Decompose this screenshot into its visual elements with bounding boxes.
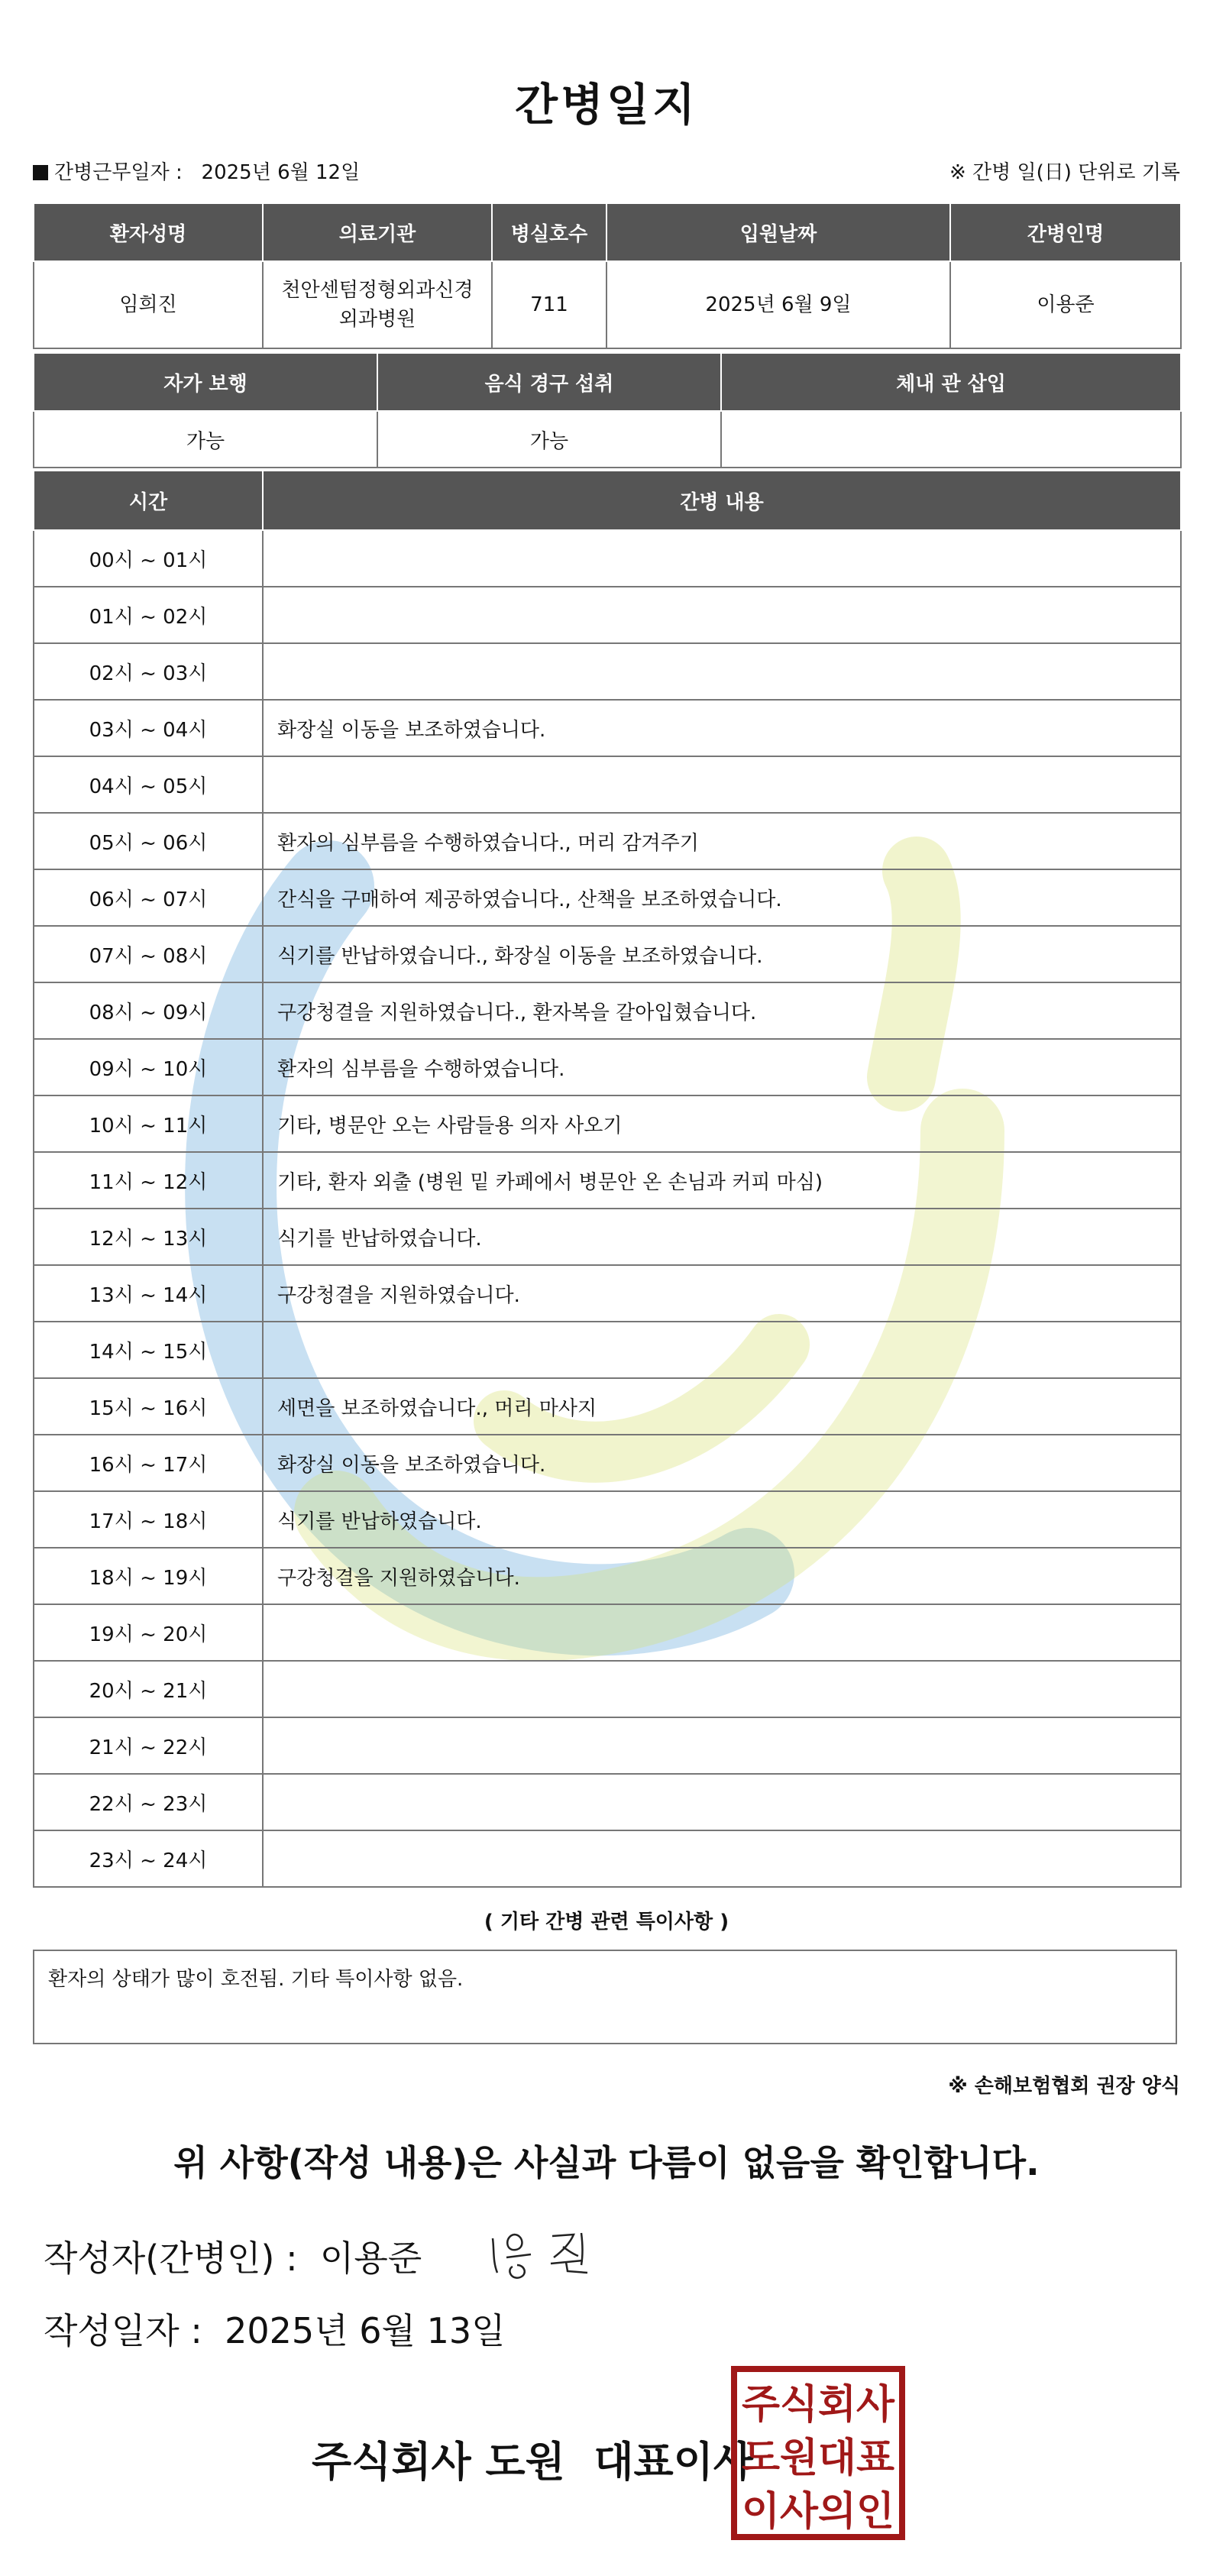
log-row: [34, 1830, 1181, 1887]
log-row: [34, 1435, 1181, 1491]
oral-intake-value: 가능: [377, 411, 721, 468]
log-row: [34, 1265, 1181, 1322]
patient-name: 임희진: [34, 261, 263, 348]
written-date-value: 2025년 6월 13일: [225, 2310, 506, 2351]
log-time: 16시 ~ 17시: [34, 1435, 263, 1491]
log-time: 13시 ~ 14시: [34, 1265, 263, 1322]
confirmation-statement: 위 사항(작성 내용)은 사실과 다름이 없음을 확인합니다.: [173, 2142, 1040, 2183]
log-content: 세면을 보조하였습니다., 머리 마사지: [263, 1378, 1181, 1435]
log-time: 06시 ~ 07시: [34, 869, 263, 926]
log-row: [34, 1095, 1181, 1152]
log-content: 식기를 반납하였습니다.: [263, 1209, 1181, 1265]
log-time: 09시 ~ 10시: [34, 1039, 263, 1095]
header-patient-name: 환자성명: [34, 204, 263, 261]
work-date: [33, 157, 360, 185]
written-date-label: 작성일자 :: [44, 2310, 202, 2351]
company-representative: 주식회사 도원 대표이사: [312, 2438, 754, 2486]
log-content: [263, 587, 1181, 643]
log-time: 15시 ~ 16시: [34, 1378, 263, 1435]
log-time: 18시 ~ 19시: [34, 1548, 263, 1604]
work-date-value: 2025년 6월 12일: [201, 161, 361, 184]
header-room: 병실호수: [492, 204, 606, 261]
log-row: [34, 1152, 1181, 1209]
log-row: [34, 1378, 1181, 1435]
notes-box: [33, 1950, 1177, 2044]
log-time: 22시 ~ 23시: [34, 1774, 263, 1830]
hospital-name: [263, 261, 492, 348]
log-row: [34, 1548, 1181, 1604]
meta-row: [33, 157, 1180, 187]
log-content: [263, 1830, 1181, 1887]
log-time: 08시 ~ 09시: [34, 982, 263, 1039]
written-date-line: [44, 2303, 506, 2354]
log-content: [263, 1774, 1181, 1830]
log-content: 식기를 반납하였습니다., 화장실 이동을 보조하였습니다.: [263, 926, 1181, 982]
header-care-content: 간병 내용: [263, 471, 1181, 530]
log-content: [263, 1661, 1181, 1717]
header-caregiver-name: 간병인명: [950, 204, 1181, 261]
care-log-table: [33, 471, 1182, 1888]
log-time: 10시 ~ 11시: [34, 1095, 263, 1152]
ability-table: [33, 354, 1182, 468]
log-content: 환자의 심부름을 수행하였습니다., 머리 감겨주기: [263, 813, 1181, 869]
log-time: 19시 ~ 20시: [34, 1604, 263, 1661]
log-row: [34, 1604, 1181, 1661]
log-content: 구강청결을 지원하였습니다.: [263, 1265, 1181, 1322]
log-time: 04시 ~ 05시: [34, 756, 263, 813]
log-content: 환자의 심부름을 수행하였습니다.: [263, 1039, 1181, 1095]
hospital-name-text: 천안센텀정형외과신경외과병원: [281, 279, 474, 331]
work-date-label: 간병근무일자 :: [54, 161, 183, 184]
document-title: 간병일지: [514, 79, 699, 131]
log-content: [263, 1604, 1181, 1661]
header-self-walking: 자가 보행: [34, 354, 377, 411]
log-row: [34, 982, 1181, 1039]
log-row: [34, 700, 1181, 756]
patient-info-table: [33, 204, 1182, 349]
log-row: [34, 1661, 1181, 1717]
log-row: [34, 530, 1181, 587]
handwritten-signature: [484, 2219, 636, 2288]
square-bullet-icon: [33, 165, 48, 180]
log-content: 화장실 이동을 보조하였습니다.: [263, 1435, 1181, 1491]
log-time: 02시 ~ 03시: [34, 643, 263, 700]
header-time: 시간: [34, 471, 263, 530]
log-content: 기타, 병문안 오는 사람들용 의자 사오기: [263, 1095, 1181, 1152]
log-row: [34, 1774, 1181, 1830]
writer-name: 이용준: [319, 2238, 422, 2279]
log-row: [34, 926, 1181, 982]
log-time: 05시 ~ 06시: [34, 813, 263, 869]
log-row: [34, 643, 1181, 700]
log-content: [263, 1717, 1181, 1774]
log-row: [34, 587, 1181, 643]
log-time: 00시 ~ 01시: [34, 530, 263, 587]
header-hospital: 의료기관: [263, 204, 492, 261]
log-row: [34, 1039, 1181, 1095]
company-seal-stamp: [729, 2364, 907, 2542]
tube-insertion-value: [721, 411, 1181, 468]
header-oral-intake: 음식 경구 섭취: [377, 354, 721, 411]
log-time: 07시 ~ 08시: [34, 926, 263, 982]
log-time: 11시 ~ 12시: [34, 1152, 263, 1209]
log-content: [263, 643, 1181, 700]
log-time: 23시 ~ 24시: [34, 1830, 263, 1887]
log-row: [34, 756, 1181, 813]
writer-line: [44, 2231, 422, 2281]
log-time: 03시 ~ 04시: [34, 700, 263, 756]
unit-note: ※ 간병 일(日) 단위로 기록: [949, 161, 1180, 184]
header-admission-date: 입원날짜: [606, 204, 950, 261]
log-time: 01시 ~ 02시: [34, 587, 263, 643]
log-content: 구강청결을 지원하였습니다.: [263, 1548, 1181, 1604]
log-content: [263, 756, 1181, 813]
log-time: 21시 ~ 22시: [34, 1717, 263, 1774]
seal-line-2: 도원대표: [742, 2435, 894, 2481]
admission-date: 2025년 6월 9일: [606, 261, 950, 348]
notes-text: 환자의 상태가 많이 호전됨. 기타 특이사항 없음.: [48, 1968, 464, 1991]
seal-line-1: 주식회사: [742, 2382, 895, 2428]
log-content: 화장실 이동을 보조하였습니다.: [263, 700, 1181, 756]
log-content: 식기를 반납하였습니다.: [263, 1491, 1181, 1548]
log-row: [34, 1717, 1181, 1774]
self-walking-value: 가능: [34, 411, 377, 468]
log-content: [263, 530, 1181, 587]
log-content: 구강청결을 지원하였습니다., 환자복을 갈아입혔습니다.: [263, 982, 1181, 1039]
log-time: 12시 ~ 13시: [34, 1209, 263, 1265]
recommend-note: ※ 손해보험협회 권장 양식: [948, 2075, 1180, 2098]
writer-label: 작성자(간병인) :: [44, 2238, 298, 2279]
log-time: 20시 ~ 21시: [34, 1661, 263, 1717]
log-row: [34, 813, 1181, 869]
caregiver-name: 이용준: [950, 261, 1181, 348]
log-time: 17시 ~ 18시: [34, 1491, 263, 1548]
header-tube-insertion: 체내 관 삽입: [721, 354, 1181, 411]
log-row: [34, 1491, 1181, 1548]
log-content: 간식을 구매하여 제공하였습니다., 산책을 보조하였습니다.: [263, 869, 1181, 926]
log-time: 14시 ~ 15시: [34, 1322, 263, 1378]
room-number: 711: [492, 261, 606, 348]
log-row: [34, 869, 1181, 926]
log-row: [34, 1209, 1181, 1265]
log-content: 기타, 환자 외출 (병원 밑 카페에서 병문안 온 손님과 커피 마심): [263, 1152, 1181, 1209]
notes-title: ( 기타 간병 관련 특이사항 ): [484, 1911, 729, 1934]
seal-line-3: 이사의인: [742, 2489, 894, 2535]
log-content: [263, 1322, 1181, 1378]
log-row: [34, 1322, 1181, 1378]
